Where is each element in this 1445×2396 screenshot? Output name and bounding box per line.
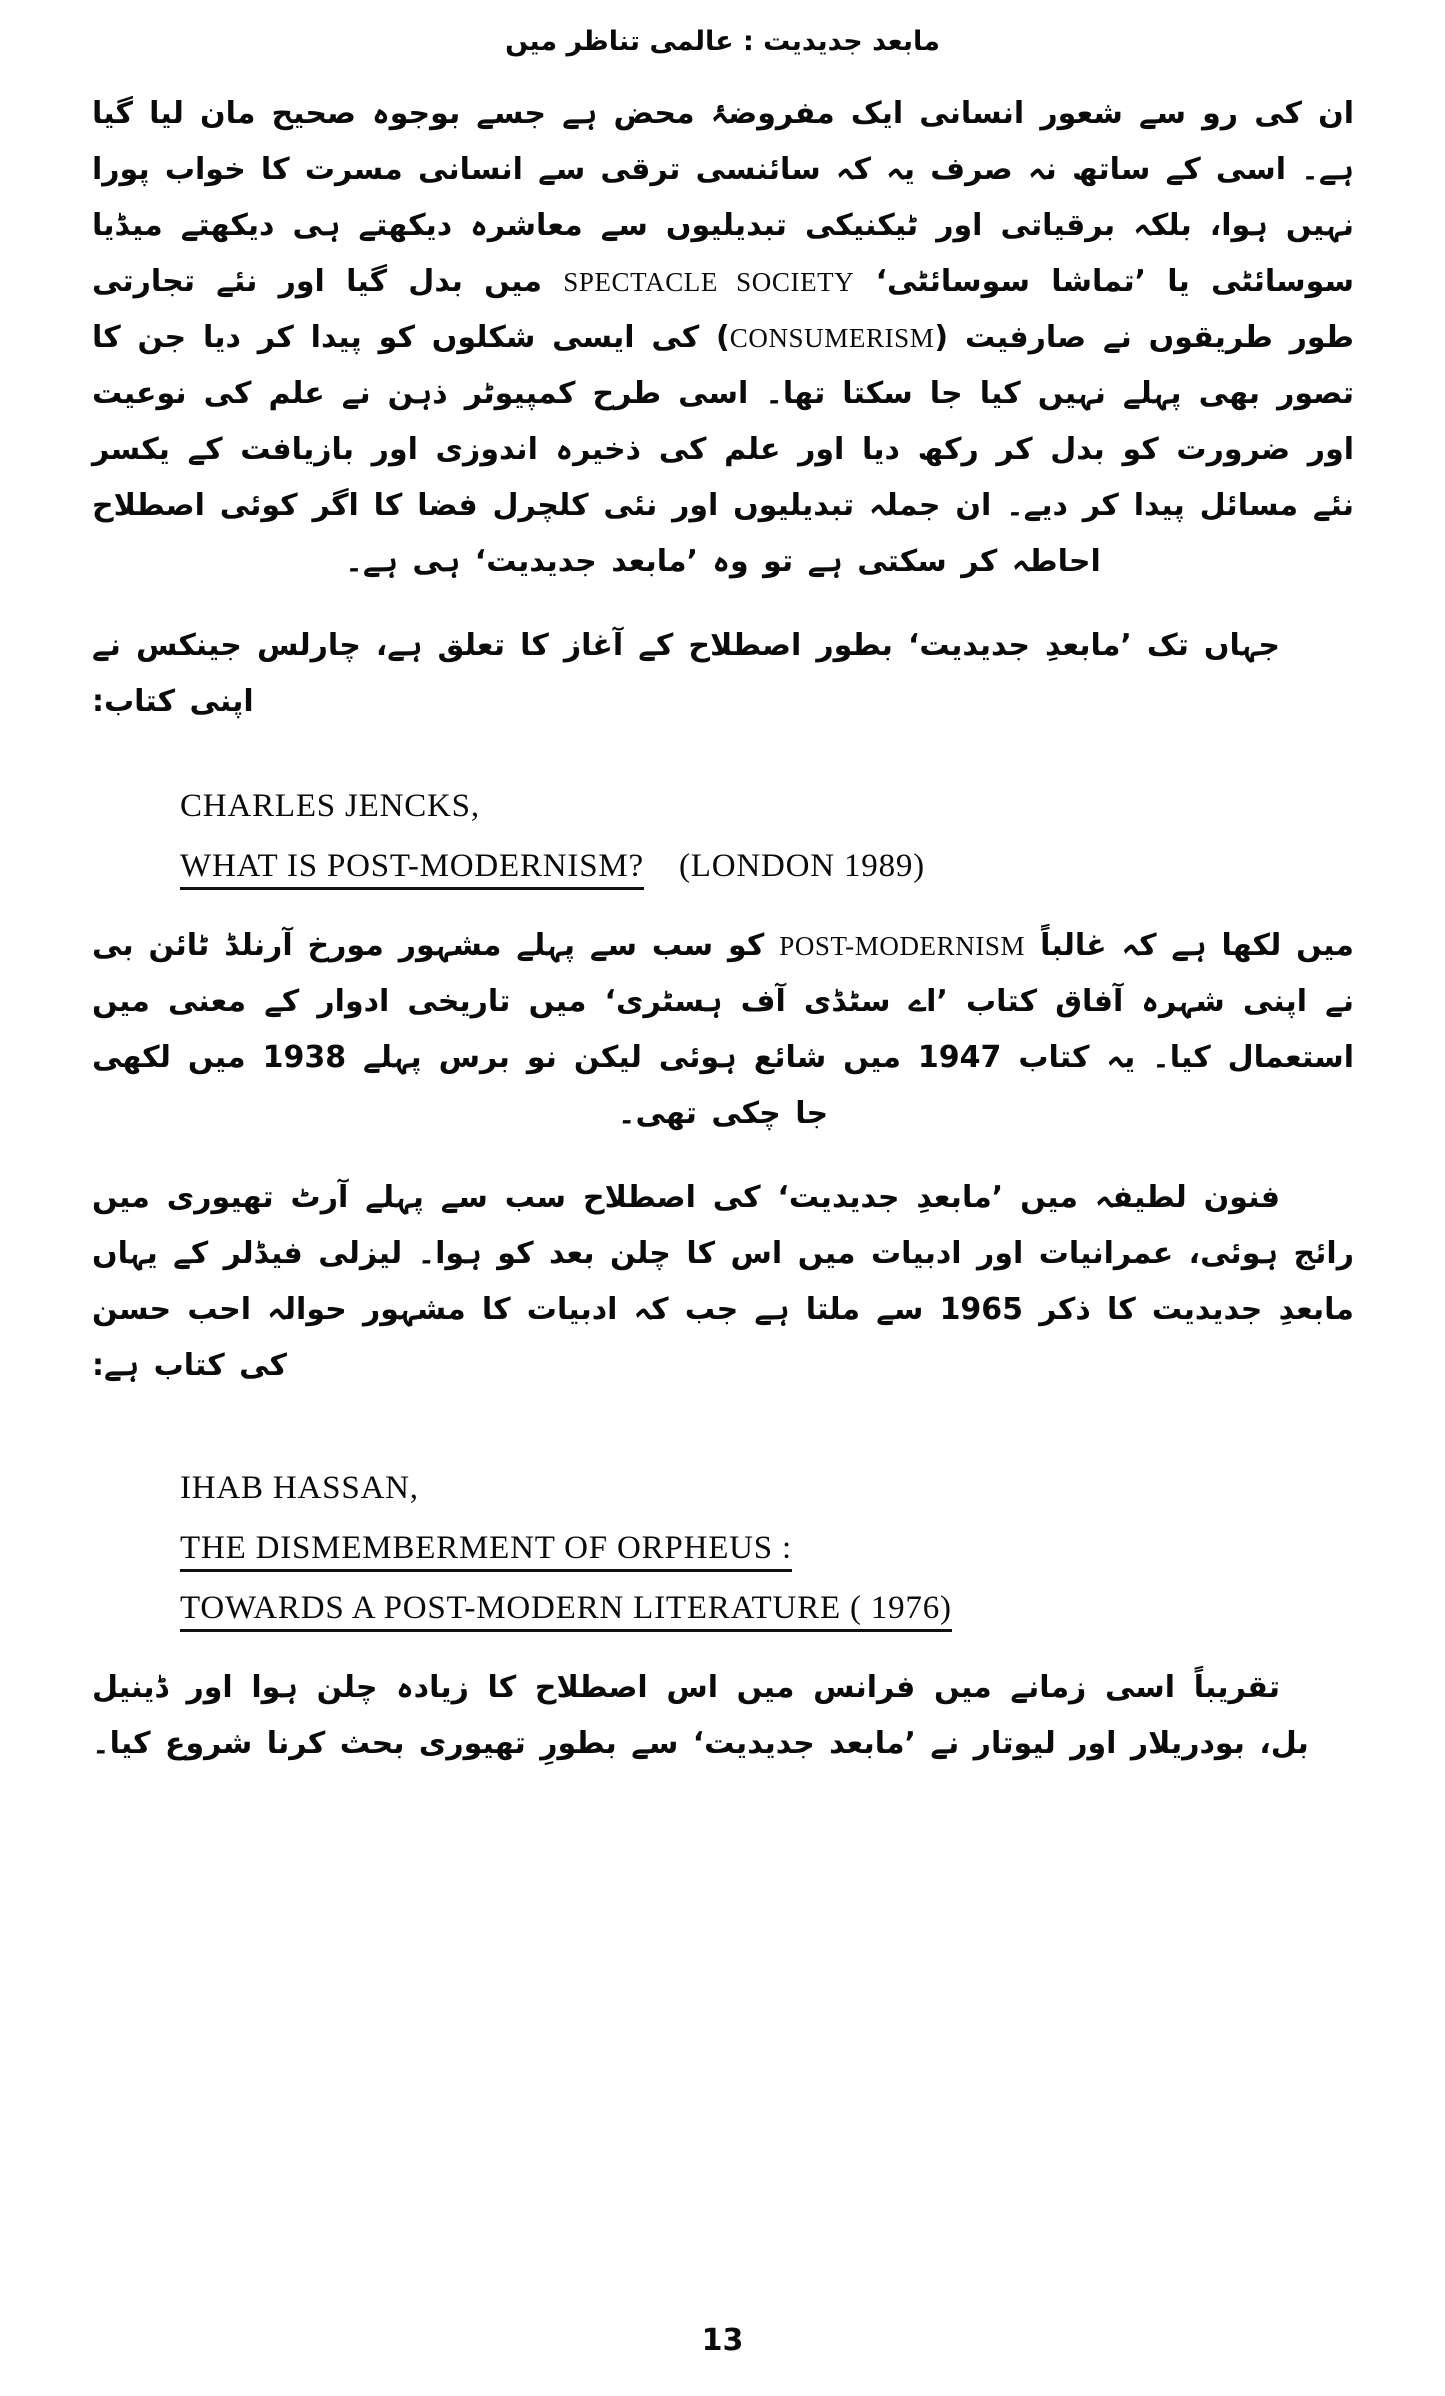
line: اور علم کی ذخیرہ اندوزی اور بازیافت کے یکسر نئے مسائل پیدا کر دیے۔ ان جملہ xyxy=(92,432,1354,523)
citation-title-line xyxy=(180,836,1354,896)
paragraph-3 xyxy=(92,918,1354,1142)
line: لکھی جا چکی تھی۔ xyxy=(92,1040,829,1131)
line: برقیاتی اور ٹیکنیکی تبدیلیوں سے معاشرہ دیکھتے ہی دیکھتے میڈیا سوسائٹی یا ’تماشا xyxy=(92,208,1354,299)
line: بل، بودریلار اور لیوتار نے ’مابعد جدیدیت‘ سے بطورِ تھیوری بحث کرنا شروع کیا۔ xyxy=(92,1726,1309,1761)
paragraph-4 xyxy=(92,1170,1354,1394)
line: کیا جا سکتا تھا۔ اسی طرح کمپیوٹر ذہن نے علم کی نوعیت اور ضرورت کو بدل کر رکھ دیا xyxy=(92,376,1355,467)
citation-title-underlined: WHAT IS POST-MODERNISM? xyxy=(180,849,644,890)
line: میں لکھا ہے کہ غالباً POST-MODERNISM کو سب سے پہلے مشہور مورخ xyxy=(307,928,1354,963)
citation-title-line-1 xyxy=(180,1518,1354,1578)
line: تقریباً اسی زمانے میں فرانس میں اس اصطلاح کا زیادہ چلن ہوا اور ڈینیل xyxy=(92,1670,1280,1705)
citation-gap-top xyxy=(92,1400,1354,1458)
running-header: مابعد جدیدیت : عالمی تناظر میں xyxy=(505,26,940,57)
inline-latin-term: SPECTACLE SOCIETY xyxy=(563,267,855,297)
citation-gap-bottom xyxy=(92,896,1354,918)
inline-latin-term: POST-MODERNISM xyxy=(779,931,1026,961)
citation-title-underlined-2: TOWARDS A POST-MODERN LITERATURE ( 1976) xyxy=(180,1591,952,1632)
paragraph-5 xyxy=(92,1660,1354,1772)
page-number: 13 xyxy=(701,2323,744,2358)
citation-author-line xyxy=(180,1458,1354,1518)
line: فنون لطیفہ میں ’مابعدِ جدیدیت‘ کی اصطلاح سب سے پہلے آرٹ تھیوری میں xyxy=(92,1180,1280,1215)
line: مابعدِ جدیدیت کا ذکر 1965 سے ملتا ہے جب کہ ادبیات کا مشہور حوالہ احب حسن کی xyxy=(92,1292,1354,1383)
line: جہاں تک ’مابعدِ جدیدیت‘ بطور اصطلاح کے آغاز کا تعلق ہے، چارلس جینکس xyxy=(135,628,1281,663)
line: ان کی رو سے شعور انسانی ایک مفروضۂ محض ہے جسے بوجوہ صحیح مان لیا گیا ہے۔ اسی xyxy=(92,96,1354,187)
citation-title-line-2 xyxy=(180,1578,1354,1638)
line: ہی ہے۔ xyxy=(345,544,461,579)
citation-author-line xyxy=(180,776,1354,836)
citation-author-text: IHAB HASSAN, xyxy=(180,1470,419,1506)
line: کتاب ہے: xyxy=(92,1348,225,1383)
paragraph-gap xyxy=(92,596,1354,618)
line: سوسائٹی‘ SPECTACLE SOCIETY میں بدل گیا اور نئے تجارتی طور طریقوں نے xyxy=(92,264,1354,355)
citation-title-suffix: (LONDON 1989) xyxy=(679,848,925,884)
paragraph-1 xyxy=(92,86,1354,590)
paragraph-2 xyxy=(92,618,1354,730)
citation-author-text: CHARLES JENCKS, xyxy=(180,788,480,824)
citation-gap-bottom xyxy=(92,1638,1354,1660)
line: کے ساتھ نہ صرف یہ کہ سائنسی ترقی سے انسانی مسرت کا خواب پورا نہیں ہوا، بلکہ xyxy=(92,152,1354,243)
paragraph-gap xyxy=(92,1148,1354,1170)
line: تبدیلیوں اور نئی کلچرل فضا کا اگر کوئی اصطلاح احاطہ کر سکتی ہے تو وہ ’مابعد جدیدیت‘ xyxy=(92,488,1101,579)
citation-gap-top xyxy=(92,736,1354,776)
inline-latin-term: CONSUMERISM xyxy=(729,323,935,353)
citation-charles-jencks xyxy=(92,776,1354,896)
citation-ihab-hassan xyxy=(92,1458,1354,1638)
citation-title-underlined-1: THE DISMEMBERMENT OF ORPHEUS : xyxy=(180,1531,792,1572)
line: کے معنی میں استعمال کیا۔ یہ کتاب 1947 میں شائع ہوئی لیکن نو برس پہلے 1938 میں xyxy=(92,984,1354,1075)
line: صارفیت (CONSUMERISM) کی ایسی شکلوں کو پیدا کر دیا جن کا تصور بھی پہلے نہیں xyxy=(92,320,1354,411)
text-column xyxy=(92,86,1354,1778)
line: رائج ہوئی، عمرانیات اور ادبیات میں اس کا چلن بعد کو ہوا۔ لیزلی فیڈلر کے یہاں xyxy=(92,1236,1354,1271)
line: آرنلڈ ٹائن بی نے اپنی شہرہ آفاق کتاب ’اے سٹڈی آف ہسٹری‘ میں تاریخی ادوار xyxy=(92,928,1354,1019)
line: نے اپنی کتاب: xyxy=(92,628,254,719)
